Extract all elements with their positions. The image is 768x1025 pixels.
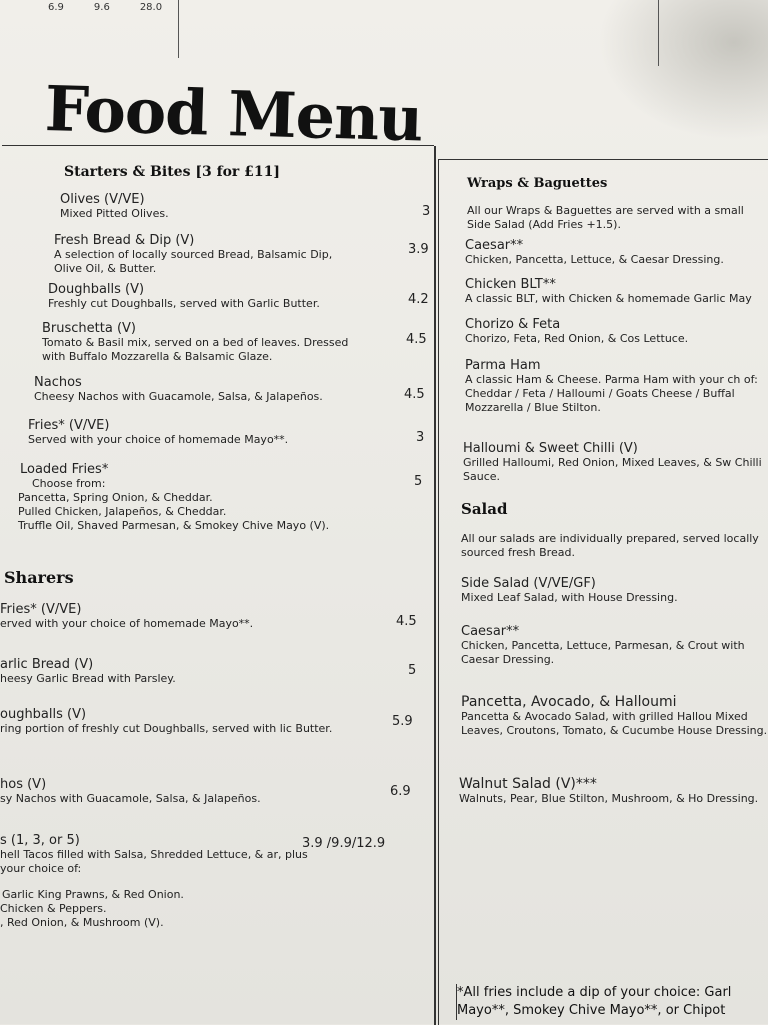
option-line: Chicken & Peppers. xyxy=(0,902,107,915)
item-name: Parma Ham xyxy=(465,358,541,373)
item-price: 3 xyxy=(416,430,425,445)
item-description: A classic BLT, with Chicken & homemade Garlic May xyxy=(465,292,752,305)
divider-line xyxy=(178,0,179,58)
item-price: 5 xyxy=(414,474,423,489)
menu-item xyxy=(34,375,364,404)
item-name: Chicken BLT** xyxy=(465,277,556,292)
column-divider xyxy=(434,146,436,1025)
prev-price: 28.0 xyxy=(139,2,163,13)
item-description: Choose from: xyxy=(32,477,106,490)
fries-footnote: *All fries include a dip of your choice: Garl Mayo**, Smokey Chive Mayo**, or Chipot xyxy=(456,984,768,1020)
item-name: Doughballs (V) xyxy=(48,282,145,297)
item-description: sy Nachos with Guacamole, Salsa, & Jalapeños. xyxy=(0,792,261,805)
option-line: , Red Onion, & Mushroom (V). xyxy=(0,916,164,929)
menu-item xyxy=(42,321,352,364)
item-description: A selection of locally sourced Bread, Balsamic Dip, Olive Oil, & Butter. xyxy=(54,248,333,275)
menu-body xyxy=(2,145,768,1024)
right-column xyxy=(438,159,768,1025)
item-name: arlic Bread (V) xyxy=(0,657,94,672)
item-price: 3.9 xyxy=(408,242,429,257)
menu-item xyxy=(0,707,350,736)
item-name: Walnut Salad (V)*** xyxy=(459,776,597,792)
item-name: Fresh Bread & Dip (V) xyxy=(54,233,195,248)
item-name: Olives (V/VE) xyxy=(60,192,145,207)
prev-price: 9.6 xyxy=(93,2,110,13)
menu-item xyxy=(461,624,768,667)
item-price: 4.2 xyxy=(408,292,429,307)
menu-item xyxy=(0,602,340,631)
item-description: Freshly cut Doughballs, served with Garlic Butter. xyxy=(48,297,320,310)
item-description: Served with your choice of homemade Mayo**. xyxy=(28,433,289,446)
menu-item xyxy=(0,777,350,806)
menu-item xyxy=(0,833,340,930)
previous-page-prices xyxy=(48,2,162,13)
item-name: oughballs (V) xyxy=(0,707,87,722)
item-description: Chicken, Pancetta, Lettuce, & Caesar Dressing. xyxy=(465,253,724,266)
item-description: erved with your choice of homemade Mayo**. xyxy=(0,617,254,630)
item-description: Mixed Pitted Olives. xyxy=(60,207,169,220)
menu-title: Food Menu xyxy=(43,72,424,156)
item-name: Pancetta, Avocado, & Halloumi xyxy=(461,694,677,710)
left-column xyxy=(2,145,434,1025)
menu-item xyxy=(0,657,340,686)
item-name: Loaded Fries* xyxy=(20,462,109,477)
item-name: Chorizo & Feta xyxy=(465,317,561,332)
wraps-intro: All our Wraps & Baguettes are served with a small Side Salad (Add Fries +1.5). xyxy=(467,204,744,231)
menu-item xyxy=(465,358,768,415)
item-price: 5 xyxy=(408,663,417,678)
item-description: Mixed Leaf Salad, with House Dressing. xyxy=(461,591,678,604)
menu-item xyxy=(465,238,768,267)
starters-heading: Starters & Bites [3 for £11] xyxy=(64,164,281,180)
item-description: ring portion of freshly cut Doughballs, served with lic Butter. xyxy=(0,722,333,735)
menu-item xyxy=(463,441,768,484)
sharers-heading: Sharers xyxy=(4,568,74,587)
option-line: Truffle Oil, Shaved Parmesan, & Smokey Chive Mayo (V). xyxy=(18,519,330,532)
item-name: hos (V) xyxy=(0,777,47,792)
salad-intro: All our salads are individually prepared, served locally sourced fresh Bread. xyxy=(461,532,759,559)
menu-item xyxy=(461,576,768,605)
divider-line xyxy=(658,0,659,66)
item-description: Chicken, Pancetta, Lettuce, Parmesan, & Crout with Caesar Dressing. xyxy=(461,639,745,666)
menu-item xyxy=(465,277,768,306)
menu-item xyxy=(461,694,768,738)
item-price: 4.5 xyxy=(396,614,417,629)
item-name: Caesar** xyxy=(461,624,520,639)
option-line: Pancetta, Spring Onion, & Cheddar. xyxy=(18,491,213,504)
option-line: Garlic King Prawns, & Red Onion. xyxy=(2,888,184,901)
menu-item xyxy=(28,418,358,447)
item-description: Chorizo, Feta, Red Onion, & Cos Lettuce. xyxy=(465,332,689,345)
option-line: Pulled Chicken, Jalapeños, & Cheddar. xyxy=(18,505,227,518)
item-price: 6.9 xyxy=(390,784,411,799)
menu-item xyxy=(60,192,390,221)
item-description: Grilled Halloumi, Red Onion, Mixed Leaves, & Sw Chilli Sauce. xyxy=(463,456,762,483)
item-description: Cheesy Nachos with Guacamole, Salsa, & Jalapeños. xyxy=(34,390,323,403)
item-price: 3.9 /9.9/12.9 xyxy=(302,836,386,851)
plant-shadow xyxy=(598,0,768,140)
item-name: Caesar** xyxy=(465,238,524,253)
item-description: Tomato & Basil mix, served on a bed of leaves. Dressed with Buffalo Mozzarella & Balsamic Glaze. xyxy=(42,336,349,363)
menu-item xyxy=(54,233,354,276)
prev-price: 6.9 xyxy=(48,2,64,13)
item-description: A classic Ham & Cheese. Parma Ham with your ch of: Cheddar / Feta / Halloumi / Goats Cheese / Buffal Mozzarella / Blue Stilton. xyxy=(465,373,758,414)
item-name: s (1, 3, or 5) xyxy=(0,833,80,848)
item-price: 3 xyxy=(422,204,431,219)
item-description: heesy Garlic Bread with Parsley. xyxy=(0,672,176,685)
item-name: Fries* (V/VE) xyxy=(28,418,110,433)
item-description: Pancetta & Avocado Salad, with grilled Hallou Mixed Leaves, Croutons, Tomato, & Cucumbe House Dressing. xyxy=(461,710,768,737)
item-price: 4.5 xyxy=(406,332,427,347)
item-description: hell Tacos filled with Salsa, Shredded Lettuce, & ar, plus your choice of: xyxy=(0,848,308,875)
menu-item xyxy=(48,282,378,311)
item-price: 4.5 xyxy=(404,387,425,402)
item-name: Fries* (V/VE) xyxy=(0,602,82,617)
item-name: Bruschetta (V) xyxy=(42,321,136,336)
item-name: Halloumi & Sweet Chilli (V) xyxy=(463,441,638,456)
item-name: Side Salad (V/VE/GF) xyxy=(461,576,596,591)
menu-item xyxy=(465,317,768,346)
item-price: 5.9 xyxy=(392,714,413,729)
menu-item xyxy=(459,776,768,806)
item-description: Walnuts, Pear, Blue Stilton, Mushroom, & Ho Dressing. xyxy=(459,792,759,805)
wraps-heading: Wraps & Baguettes xyxy=(467,176,608,191)
salad-heading: Salad xyxy=(461,500,508,518)
item-name: Nachos xyxy=(34,375,82,390)
menu-item xyxy=(18,462,358,533)
